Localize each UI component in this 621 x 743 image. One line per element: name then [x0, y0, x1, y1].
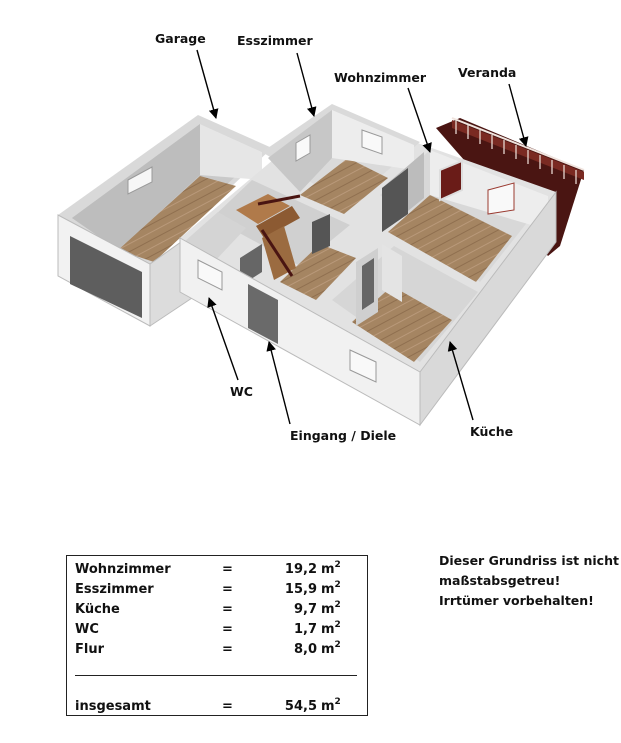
- disclaimer-line: Dieser Grundriss ist nicht: [439, 553, 619, 568]
- label-esszimmer: Esszimmer: [237, 33, 313, 48]
- disclaimer-line: maßstabsgetreu!: [439, 573, 561, 588]
- area-row: Flur = 8,0 $m^2$: [75, 640, 341, 657]
- arrow-veranda: [509, 84, 526, 146]
- label-wohnzimmer: Wohnzimmer: [334, 70, 426, 85]
- area-row: Küche = 9,7 $m^2$: [75, 600, 341, 617]
- arrow-esszimmer: [297, 53, 314, 116]
- label-veranda: Veranda: [458, 65, 517, 80]
- label-kueche: Küche: [470, 424, 514, 439]
- label-garage: Garage: [155, 31, 206, 46]
- arrow-eingang: [269, 342, 290, 424]
- table-divider: [75, 675, 357, 676]
- area-row: Esszimmer = 15,9 $m^2$: [75, 580, 341, 597]
- disclaimer-line: Irrtümer vorbehalten!: [439, 593, 594, 608]
- arrow-garage: [197, 50, 216, 118]
- area-row: WC = 1,7 $m^2$: [75, 620, 341, 637]
- area-table: [66, 555, 368, 716]
- disclaimer-note: [439, 551, 619, 611]
- kueche-door: [362, 258, 374, 310]
- label-wc: WC: [230, 384, 253, 399]
- area-total-row: insgesamt = 54,5 $m^2$: [75, 697, 341, 714]
- area-row: Wohnzimmer = 19,2 $m^2$: [75, 560, 341, 577]
- label-eingang: Eingang / Diele: [290, 428, 397, 443]
